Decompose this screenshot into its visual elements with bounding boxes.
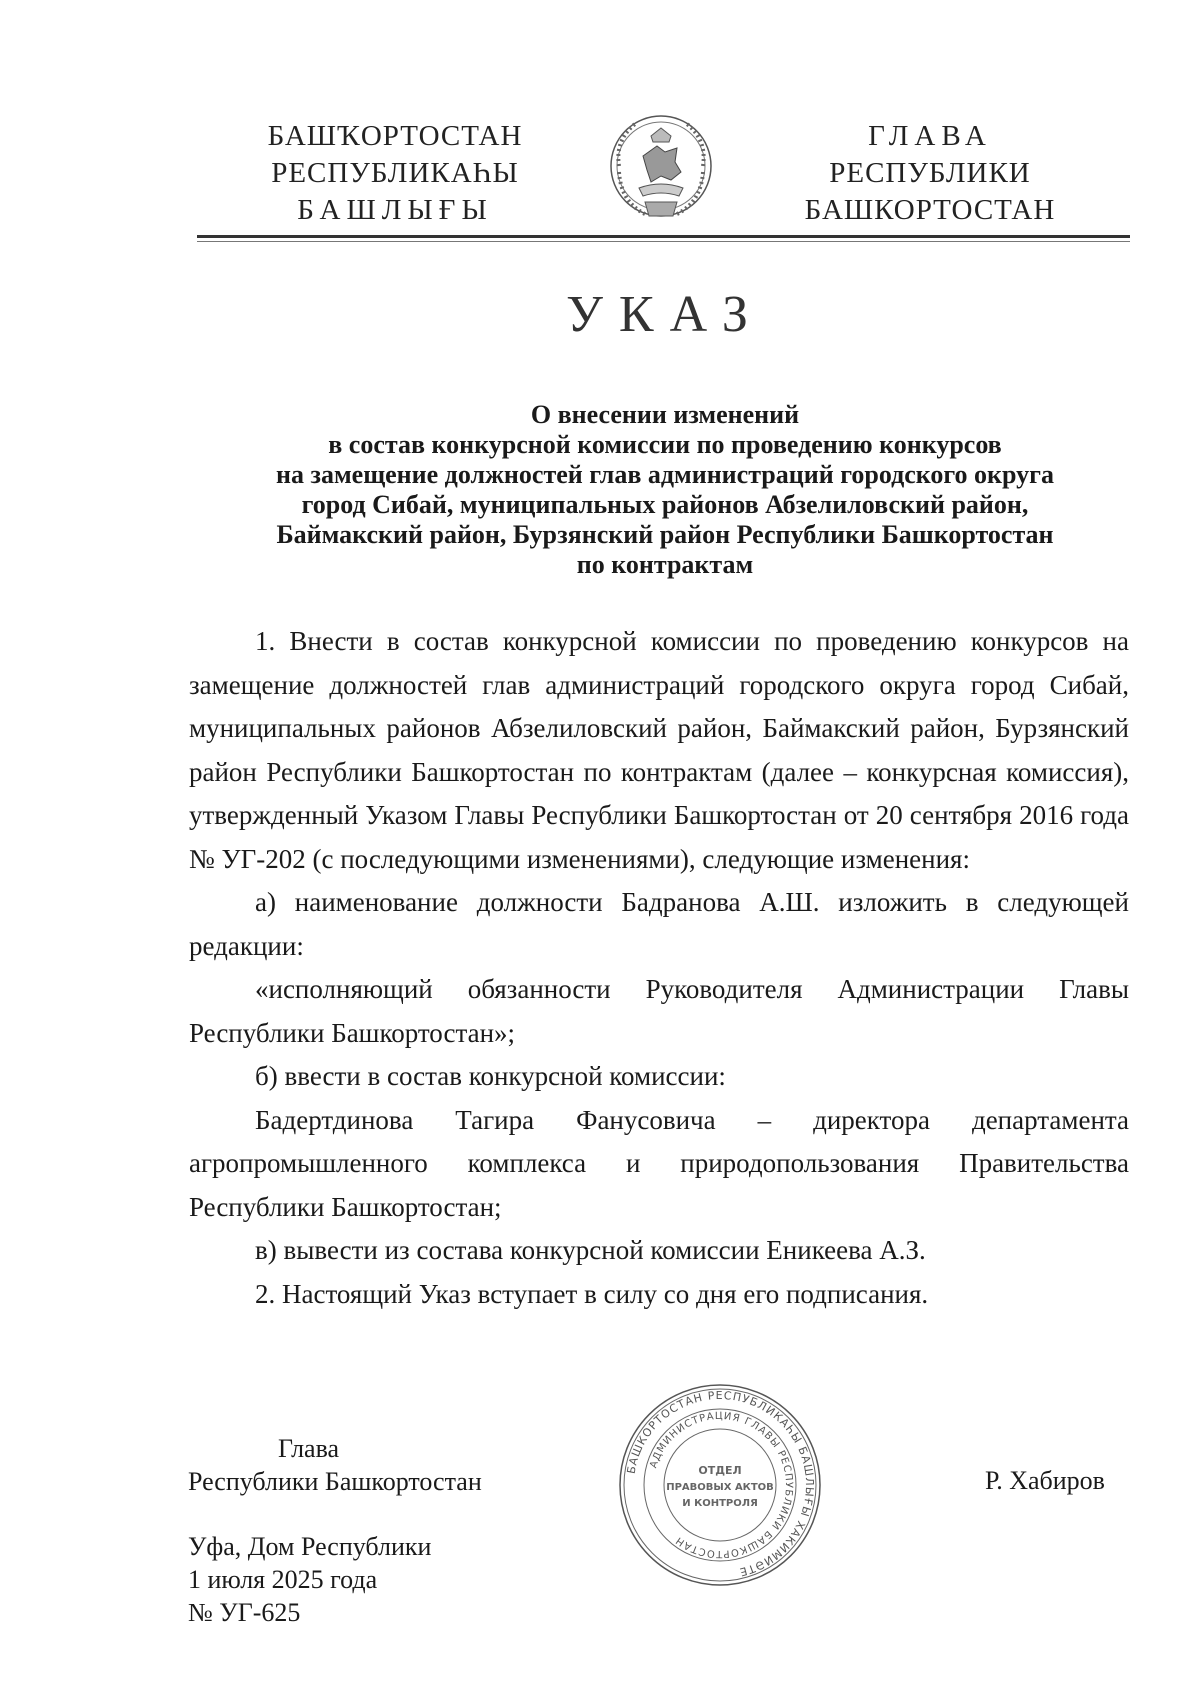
decree-subject xyxy=(185,400,1145,580)
header-right-line-1: ГЛАВА xyxy=(868,120,992,152)
stamp-center-line-1: ОТДЕЛ xyxy=(698,1464,742,1477)
subject-line-6: по контрактам xyxy=(576,550,754,579)
header-left-line-1: БАШҠОРТОСТАН xyxy=(267,120,523,152)
stamp-center-line-3: И КОНТРОЛЯ xyxy=(682,1498,758,1509)
paragraph-1a: а) наименование должности Бадранова А.Ш. изложить в следующей редакции: xyxy=(189,887,1129,961)
subject-line-2: в состав конкурсной комиссии по проведению конкурсов xyxy=(328,430,1002,459)
signatory-position-line-1: Глава xyxy=(278,1434,340,1463)
stamp-center-line-2: ПРАВОВЫХ АКТОВ xyxy=(666,1482,774,1493)
header-rule-thin xyxy=(197,241,1130,242)
decree-title: УКАЗ xyxy=(566,286,764,343)
header-left-line-3: БАШЛЫҒЫ xyxy=(297,194,493,226)
subject-line-5: Баймакский район, Бурзянский район Республики Башкортостан xyxy=(276,520,1054,549)
date: 1 июля 2025 года xyxy=(188,1565,378,1594)
paragraph-2: 2. Настоящий Указ вступает в силу со дня его подписания. xyxy=(255,1278,929,1309)
place: Уфа, Дом Республики xyxy=(188,1532,432,1561)
coat-of-arms-icon xyxy=(605,110,717,230)
header-right-russian xyxy=(795,118,1065,229)
decree-body xyxy=(189,620,1129,1316)
stamp-outer-ring-text: БАШКОРТОСТАН РЕСПУБЛИКАҺЫ БАШЛЫҒЫ ХАКИМИӘТЕ xyxy=(624,1388,817,1579)
paragraph-1a-quote: «исполняющий обязанности Руководителя Администрации Главы Республики Башкортостан»; xyxy=(189,974,1129,1048)
decree-number: № УГ-625 xyxy=(188,1598,301,1627)
header-left-bashkir xyxy=(255,118,535,229)
signatory-name: Р. Хабиров xyxy=(985,1466,1105,1495)
header-right-line-2: РЕСПУБЛИКИ xyxy=(829,157,1031,189)
signatory-position xyxy=(188,1432,528,1498)
header-rule-thick xyxy=(197,235,1130,238)
paragraph-1c: в) вывести из состава конкурсной комиссии Еникеева А.З. xyxy=(255,1235,926,1265)
paragraph-1b-person: Бадертдинова Тагира Фанусовича – директора департамента агропромышленного комплекса и природопользования Правительства Республики Башкортостан; xyxy=(189,1104,1129,1222)
subject-line-1: О внесении изменений xyxy=(530,400,800,429)
subject-line-3: на замещение должностей глав администраций городского округа xyxy=(276,460,1054,489)
signatory-position-line-2: Республики Башкортостан xyxy=(188,1467,482,1496)
stamp-inner-ring-text: АДМИНИСТРАЦИЯ ГЛАВЫ РЕСПУБЛИКИ БАШКОРТОСТАН xyxy=(648,1410,795,1560)
paragraph-1: 1. Внести в состав конкурсной комиссии по проведению конкурсов на замещение должностей глав администраций городского округа город Сибай, муниципальных районов Абзелиловский район, Баймакский район, Бурзянский район Республики Башкортостан по контрактам (далее – конкурсная комиссия), утвержденный Указом Главы Республики Башкортостан от 20 сентября 2016 года № УГ-202 (с последующими изменениями), следующие изменения: xyxy=(189,626,1129,874)
header-left-line-2: РЕСПУБЛИКАҺЫ xyxy=(271,157,519,189)
place-date-number xyxy=(188,1530,508,1629)
paragraph-1b: б) ввести в состав конкурсной комиссии: xyxy=(255,1061,726,1091)
subject-line-4: город Сибай, муниципальных районов Абзелиловский район, xyxy=(301,490,1029,519)
official-stamp xyxy=(615,1380,825,1590)
header-right-line-3: БАШКОРТОСТАН xyxy=(804,194,1056,226)
